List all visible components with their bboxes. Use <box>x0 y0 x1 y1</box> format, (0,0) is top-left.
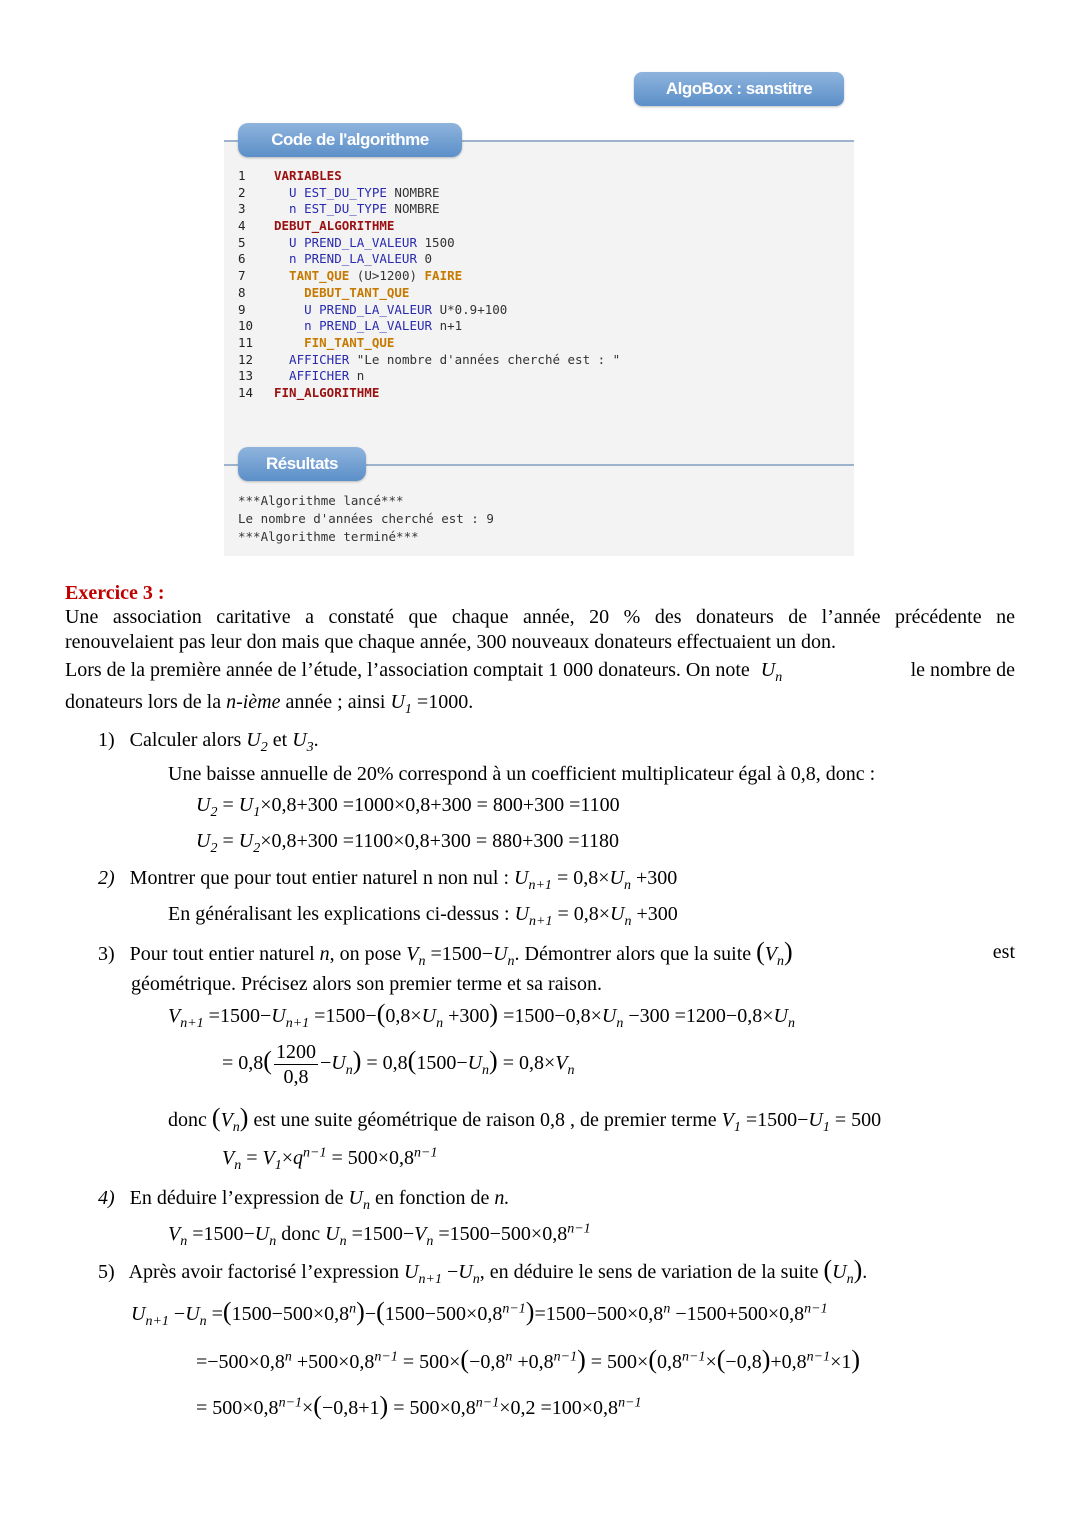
a4-donc: donc <box>281 1223 321 1245</box>
a1-coef: 0,8 <box>790 763 816 785</box>
code-line <box>238 285 620 302</box>
math-u1: $U_1$ <box>390 691 412 717</box>
code-token: U EST_DU_TYPE <box>274 184 395 200</box>
line-number: 12 <box>238 351 254 367</box>
q1-text: Calculer alors <box>129 729 242 751</box>
code-token: n PREND_LA_VALEUR <box>274 251 425 267</box>
q4-n: n. <box>494 1187 510 1209</box>
question-4: 4) En déduire l’expression de $U_n$ en fonction de n. <box>98 1187 510 1213</box>
code-line <box>238 368 620 385</box>
code-tab[interactable]: Code de l'algorithme <box>238 123 462 157</box>
intro-line-2: renouvelaient pas leur don mais que chaque année, 300 nouveaux donateurs effectuaient un don. <box>65 631 837 653</box>
question-3-line-1: 3) Pour tout entier naturel n, on pose $V_n =1500-U_n$. Démontrer alors que la suite $(V_n)$ est <box>98 937 1015 969</box>
answer-1-text <box>168 762 875 786</box>
code-token: U PREND_LA_VALEUR <box>274 234 425 250</box>
code-token: 1500 <box>424 234 455 250</box>
results-tab[interactable]: Résultats <box>238 447 366 481</box>
intro-line-3-end: le nombre de <box>910 659 1015 681</box>
code-line <box>238 201 620 218</box>
exercise-title: Exercice 3 : <box>65 582 165 604</box>
answer-3-eq-2: = 0,8( $\frac{1200}{0,8}$ $-U_n) = 0,8(1500-U_n) = 0,8\times V_n$ <box>222 1041 575 1088</box>
intro-line-4-italic: n-ième <box>226 691 281 713</box>
q3-text-b: , on pose <box>329 943 402 965</box>
q5-text: Après avoir factorisé l’expression <box>128 1261 400 1283</box>
code-token: U*0.9+100 <box>439 301 508 317</box>
line-number: 8 <box>238 284 246 300</box>
q3-text-d: est <box>992 941 1015 963</box>
intro-line-3-text: Lors de la première année de l’étude, l’association comptait 1 000 donateurs. On note <box>65 659 750 681</box>
a3-text: est une suite géométrique de raison 0,8 , de premier terme <box>253 1109 717 1131</box>
line-number: 5 <box>238 234 246 250</box>
answer-3-formula: $V_n = V_1\times q^{n-1} = 500\times 0,8^{n-1}$ <box>222 1145 438 1173</box>
q4-text-2: en fonction de <box>374 1187 490 1209</box>
q4-number: 4) <box>98 1187 115 1209</box>
algobox-window <box>224 72 856 556</box>
q5-number: 5) <box>98 1261 115 1283</box>
q4-text: En déduire l’expression de <box>129 1187 344 1209</box>
code-token: DEBUT_ALGORITHME <box>274 218 395 234</box>
question-2: 2) Montrer que pour tout entier naturel n non nul : $U_{n+1} = 0,8\times U_n +300$ <box>98 867 678 893</box>
code-token: U PREND_LA_VALEUR <box>274 301 440 317</box>
answer-3-conclusion: donc $(V_n)$ est une suite géométrique de raison 0,8 , de premier terme $V_1 =1500-U_1 = 500$ <box>168 1103 882 1135</box>
code-token: AFFICHER <box>274 351 357 367</box>
q3-text-c: . Démontrer alors que la suite <box>514 943 752 965</box>
intro-line-3 <box>65 658 1015 685</box>
line-number: 2 <box>238 184 246 200</box>
code-token: n EST_DU_TYPE <box>274 201 395 217</box>
line-number: 6 <box>238 251 246 267</box>
answer-1-eq-1: $U_2 = U_1\times 0,8+300 =1000\times 0,8+300 = 800+300 =1100$ <box>196 794 620 820</box>
answer-5-eq-2: $=-500\times 0,8^n +500\times 0,8^{n-1} = 500\times(-0,8^n +0,8^{n-1}) = 500\times(0,8^{n-1}\times(-0,8)+0,8^{n-1}\times 1)$ <box>196 1345 861 1374</box>
math-un: $U_n$ <box>760 659 783 685</box>
answer-5-eq-1: $U_{n+1} -U_n =(1500-500\times 0,8^n)-(1500-500\times 0,8^{n-1})=1500-500\times 0,8^n -1500+500\times 0,8^{n-1}$ <box>131 1297 828 1329</box>
math-u3: $U_3$ <box>292 729 314 755</box>
code-line <box>238 168 620 185</box>
math-u2: $U_2$ <box>246 729 268 755</box>
line-number: 10 <box>238 318 254 334</box>
code-line <box>238 352 620 369</box>
line-number: 3 <box>238 201 246 217</box>
code-line <box>238 218 620 235</box>
line-number: 11 <box>238 334 254 350</box>
code-token: VARIABLES <box>274 168 342 183</box>
intro-line-1: Une association caritative a constaté que chaque année, 20 % des donateurs de l’année précédente ne <box>65 606 1015 628</box>
intro-line-4-end: année ; ainsi <box>285 691 386 713</box>
code-line <box>238 318 620 335</box>
answer-3-eq-1: $V_{n+1} =1500-U_{n+1} =1500-(0,8\times U_n +300) =1500-0,8\times U_n -300 =1200-0,8\times U_n$ <box>168 999 795 1031</box>
code-line <box>238 302 620 319</box>
code-line <box>238 335 620 352</box>
line-number: 13 <box>238 368 254 384</box>
code-token: n+1 <box>439 318 463 334</box>
q3-text-a: Pour tout entier naturel <box>129 943 315 965</box>
line-number: 1 <box>238 168 246 183</box>
line-number: 7 <box>238 268 246 284</box>
code-token: AFFICHER <box>274 368 357 384</box>
results-output <box>238 492 494 546</box>
line-number: 14 <box>238 384 254 400</box>
code-line <box>238 235 620 252</box>
question-1: 1) Calculer alors $U_2$ et $U_3$. <box>98 729 319 755</box>
q2-text: Montrer que pour tout entier naturel n non nul : <box>129 867 510 889</box>
a2-text: En généralisant les explications ci-dessus : <box>168 903 510 925</box>
q3-number: 3) <box>98 943 115 965</box>
code-line <box>238 251 620 268</box>
code-token: n <box>356 368 365 384</box>
a1-text: Une baisse annuelle de 20% correspond à un coefficient multiplicateur égal à <box>168 763 786 785</box>
q5-text-2: , en déduire le sens de variation de la suite <box>479 1261 819 1283</box>
line-number: 9 <box>238 301 246 317</box>
q2-number: 2) <box>98 867 115 889</box>
result-line: Le nombre d'années cherché est : 9 <box>238 511 494 526</box>
code-line <box>238 185 620 202</box>
code-token: FAIRE <box>424 268 463 284</box>
code-listing <box>238 168 620 402</box>
result-line: ***Algorithme lancé*** <box>238 493 404 508</box>
code-token: "Le nombre d'années cherché est : " <box>356 351 621 367</box>
code-token: NOMBRE <box>394 184 440 200</box>
code-token: n PREND_LA_VALEUR <box>274 318 440 334</box>
code-token: FIN_ALGORITHME <box>274 384 380 400</box>
question-5: 5) Après avoir factorisé l’expression $U_{n+1} -U_n$, en déduire le sens de variation de la suite $(U_n)$. <box>98 1255 868 1287</box>
result-line: ***Algorithme terminé*** <box>238 529 419 544</box>
a1-end: , donc : <box>815 763 876 785</box>
code-token: NOMBRE <box>394 201 440 217</box>
answer-4: $V_n =1500-U_n$ donc $U_n =1500-V_n =1500-500\times 0,8^{n-1}$ <box>168 1221 591 1249</box>
code-token: FIN_TANT_QUE <box>274 334 395 350</box>
line-number: 4 <box>238 218 246 234</box>
intro-line-4: donateurs lors de la n-ième année ; ainsi $U_1 =1000$. <box>65 691 474 717</box>
answer-2: En généralisant les explications ci-dessus : $U_{n+1} = 0,8\times U_n +300$ <box>168 903 678 929</box>
answer-5-eq-3: = $500\times 0,8^{n-1}\times(-0,8+1) = 500\times 0,8^{n-1}\times 0,2 =100\times 0,8^{n-1}$ <box>196 1391 642 1420</box>
q1-and: et <box>272 729 288 751</box>
code-token: DEBUT_TANT_QUE <box>274 284 410 300</box>
code-token: TANT_QUE <box>274 268 357 284</box>
a3-donc: donc <box>168 1109 207 1131</box>
code-token: (U>1200) <box>356 268 425 284</box>
intro-line-4-text: donateurs lors de la <box>65 691 222 713</box>
q1-number: 1) <box>98 729 115 751</box>
code-token: 0 <box>424 251 433 267</box>
answer-1-eq-2: $U_2 = U_2\times 0,8+300 =1100\times 0,8+300 = 880+300 =1180$ <box>196 830 619 856</box>
question-3-line-2: géométrique. Précisez alors son premier terme et sa raison. <box>131 973 602 995</box>
code-line <box>238 268 620 285</box>
code-line <box>238 385 620 402</box>
algobox-title-button[interactable]: AlgoBox : sanstitre <box>634 72 844 106</box>
